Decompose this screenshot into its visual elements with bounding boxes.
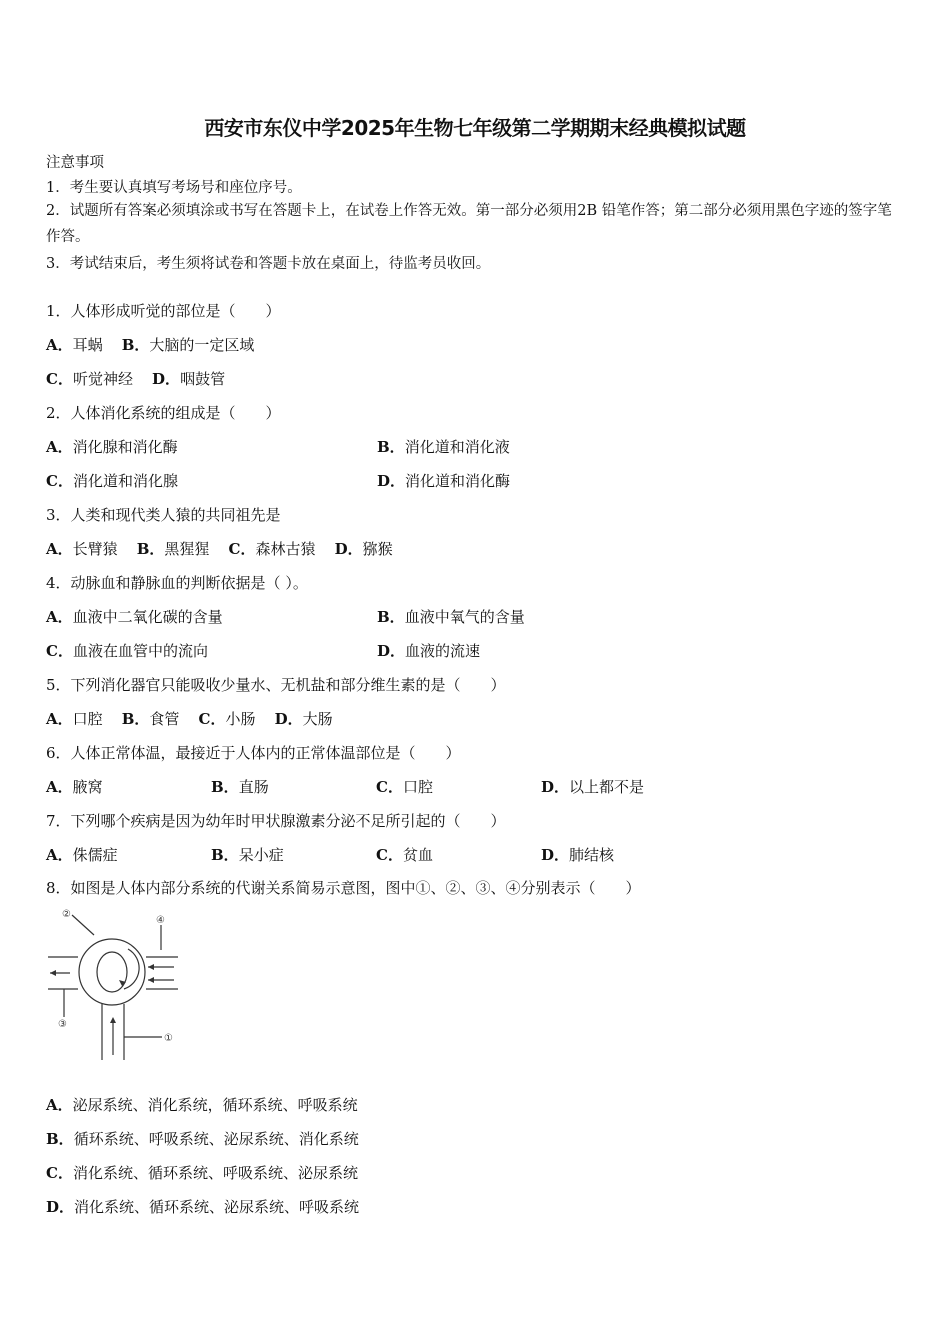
option-text: 长臂猿 bbox=[72, 540, 118, 558]
option-label: D． bbox=[274, 710, 303, 728]
question-8-option-c bbox=[46, 1162, 358, 1183]
option-text: 猕猴 bbox=[362, 540, 393, 558]
option-label: B． bbox=[211, 846, 239, 864]
option-label: A． bbox=[46, 1096, 73, 1114]
notice-item-2: 2．试题所有答案必须填涂或书写在答题卡上，在试卷上作答无效。第一部分必须用2B 铅笔作答；第二部分必须用黑色字迹的签字笔作答。 bbox=[46, 203, 892, 245]
question-2-options-row-1 bbox=[46, 436, 510, 457]
inner-ring bbox=[97, 952, 127, 992]
option-label: B． bbox=[136, 540, 165, 558]
option-label: C． bbox=[46, 472, 73, 490]
question-1-stem: 1．人体形成听觉的部位是（ ） bbox=[46, 302, 281, 320]
option-text: 消化道和消化液 bbox=[404, 438, 510, 456]
question-2-stem: 2．人体消化系统的组成是（ ） bbox=[46, 404, 281, 422]
option-text: 食管 bbox=[149, 710, 180, 728]
option-text: 听觉神经 bbox=[72, 370, 133, 388]
option-label: B． bbox=[46, 1130, 74, 1148]
option-text: 以上都不是 bbox=[569, 778, 645, 796]
option-text: 循环系统、呼吸系统、泌尿系统、消化系统 bbox=[73, 1130, 359, 1148]
option-label: A． bbox=[46, 336, 73, 354]
option-label: A． bbox=[46, 608, 73, 626]
question-6-options-row bbox=[46, 776, 644, 797]
question-4-stem: 4．动脉血和静脉血的判断依据是（ ）。 bbox=[46, 574, 308, 592]
option-text: 直肠 bbox=[238, 778, 269, 796]
question-7-stem: 7．下列哪个疾病是因为幼年时甲状腺激素分泌不足所引起的（ ） bbox=[46, 812, 506, 830]
option-label: D． bbox=[152, 370, 181, 388]
option-text: 大脑的一定区域 bbox=[149, 336, 255, 354]
option-text: 血液的流速 bbox=[405, 642, 481, 660]
option-label: D． bbox=[377, 642, 406, 660]
question-8-option-d bbox=[46, 1196, 359, 1217]
question-1-options-row-1 bbox=[46, 334, 254, 355]
option-text: 咽鼓管 bbox=[180, 370, 226, 388]
option-label: D． bbox=[334, 540, 363, 558]
option-text: 消化腺和消化酶 bbox=[72, 438, 178, 456]
option-text: 贫血 bbox=[402, 846, 433, 864]
option-label: B． bbox=[377, 438, 405, 456]
option-text: 血液中氧气的含量 bbox=[404, 608, 525, 626]
question-4-options-row-2 bbox=[46, 640, 480, 661]
option-text: 泌尿系统、消化系统，循环系统、呼吸系统 bbox=[72, 1096, 358, 1114]
option-label: C． bbox=[376, 778, 403, 796]
option-label: B． bbox=[211, 778, 239, 796]
option-text: 侏儒症 bbox=[72, 846, 118, 864]
question-5-stem: 5．下列消化器官只能吸收少量水、无机盐和部分维生素的是（ ） bbox=[46, 676, 506, 694]
option-label: C． bbox=[198, 710, 226, 728]
question-4-options-row-1 bbox=[46, 606, 525, 627]
question-8-option-b bbox=[46, 1128, 359, 1149]
option-text: 黑猩猩 bbox=[164, 540, 210, 558]
option-label: C． bbox=[46, 1164, 73, 1182]
option-text: 腋窝 bbox=[72, 778, 103, 796]
option-label: D． bbox=[46, 1198, 75, 1216]
label-1: ① bbox=[164, 1033, 173, 1044]
option-text: 呆小症 bbox=[238, 846, 284, 864]
label-4: ④ bbox=[156, 915, 165, 926]
notice-heading: 注意事项 bbox=[46, 155, 104, 171]
option-text: 小肠 bbox=[225, 710, 256, 728]
option-text: 森林古猿 bbox=[255, 540, 316, 558]
option-label: B． bbox=[377, 608, 405, 626]
option-text: 消化道和消化腺 bbox=[72, 472, 178, 490]
option-text: 耳蜗 bbox=[72, 336, 103, 354]
option-label: B． bbox=[121, 336, 150, 354]
option-text: 口腔 bbox=[402, 778, 433, 796]
option-label: A． bbox=[46, 710, 73, 728]
question-6-stem: 6．人体正常体温，最接近于人体内的正常体温部位是（ ） bbox=[46, 744, 461, 762]
label-2: ② bbox=[62, 909, 71, 920]
option-text: 消化道和消化酶 bbox=[405, 472, 511, 490]
option-text: 消化系统、循环系统、泌尿系统、呼吸系统 bbox=[74, 1198, 360, 1216]
question-2-options-row-2 bbox=[46, 470, 510, 491]
option-label: C． bbox=[376, 846, 403, 864]
option-label: C． bbox=[46, 370, 73, 388]
option-label: D． bbox=[541, 778, 570, 796]
question-8-stem: 8．如图是人体内部分系统的代谢关系简易示意图，图中①、②、③、④分别表示（ ） bbox=[46, 879, 641, 897]
option-text: 血液在血管中的流向 bbox=[72, 642, 208, 660]
metabolism-diagram bbox=[44, 905, 184, 1065]
question-5-options-row bbox=[46, 708, 333, 729]
question-7-options-row bbox=[46, 844, 614, 865]
label-3: ③ bbox=[58, 1019, 67, 1030]
question-8-option-a bbox=[46, 1094, 358, 1115]
outer-ring bbox=[79, 939, 145, 1005]
question-3-options-row bbox=[46, 538, 393, 559]
question-1-options-row-2 bbox=[46, 368, 225, 389]
page-title: 西安市东仪中学2025年生物七年级第二学期期末经典模拟试题 bbox=[204, 116, 746, 140]
question-3-stem: 3．人类和现代类人猿的共同祖先是 bbox=[46, 506, 281, 524]
option-label: A． bbox=[46, 438, 73, 456]
option-label: A． bbox=[46, 540, 73, 558]
option-label: B． bbox=[121, 710, 150, 728]
option-label: A． bbox=[46, 846, 73, 864]
notice-item-1: 1．考生要认真填写考场号和座位序号。 bbox=[46, 180, 302, 196]
option-text: 口腔 bbox=[72, 710, 103, 728]
option-text: 大肠 bbox=[302, 710, 333, 728]
option-label: A． bbox=[46, 778, 73, 796]
option-label: C． bbox=[46, 642, 73, 660]
option-label: D． bbox=[377, 472, 406, 490]
option-text: 消化系统、循环系统、呼吸系统、泌尿系统 bbox=[72, 1164, 358, 1182]
option-label: D． bbox=[541, 846, 570, 864]
option-text: 血液中二氧化碳的含量 bbox=[72, 608, 223, 626]
option-label: C． bbox=[228, 540, 256, 558]
notice-item-3: 3．考试结束后，考生须将试卷和答题卡放在桌面上，待监考员收回。 bbox=[46, 256, 491, 272]
option-text: 肺结核 bbox=[569, 846, 615, 864]
